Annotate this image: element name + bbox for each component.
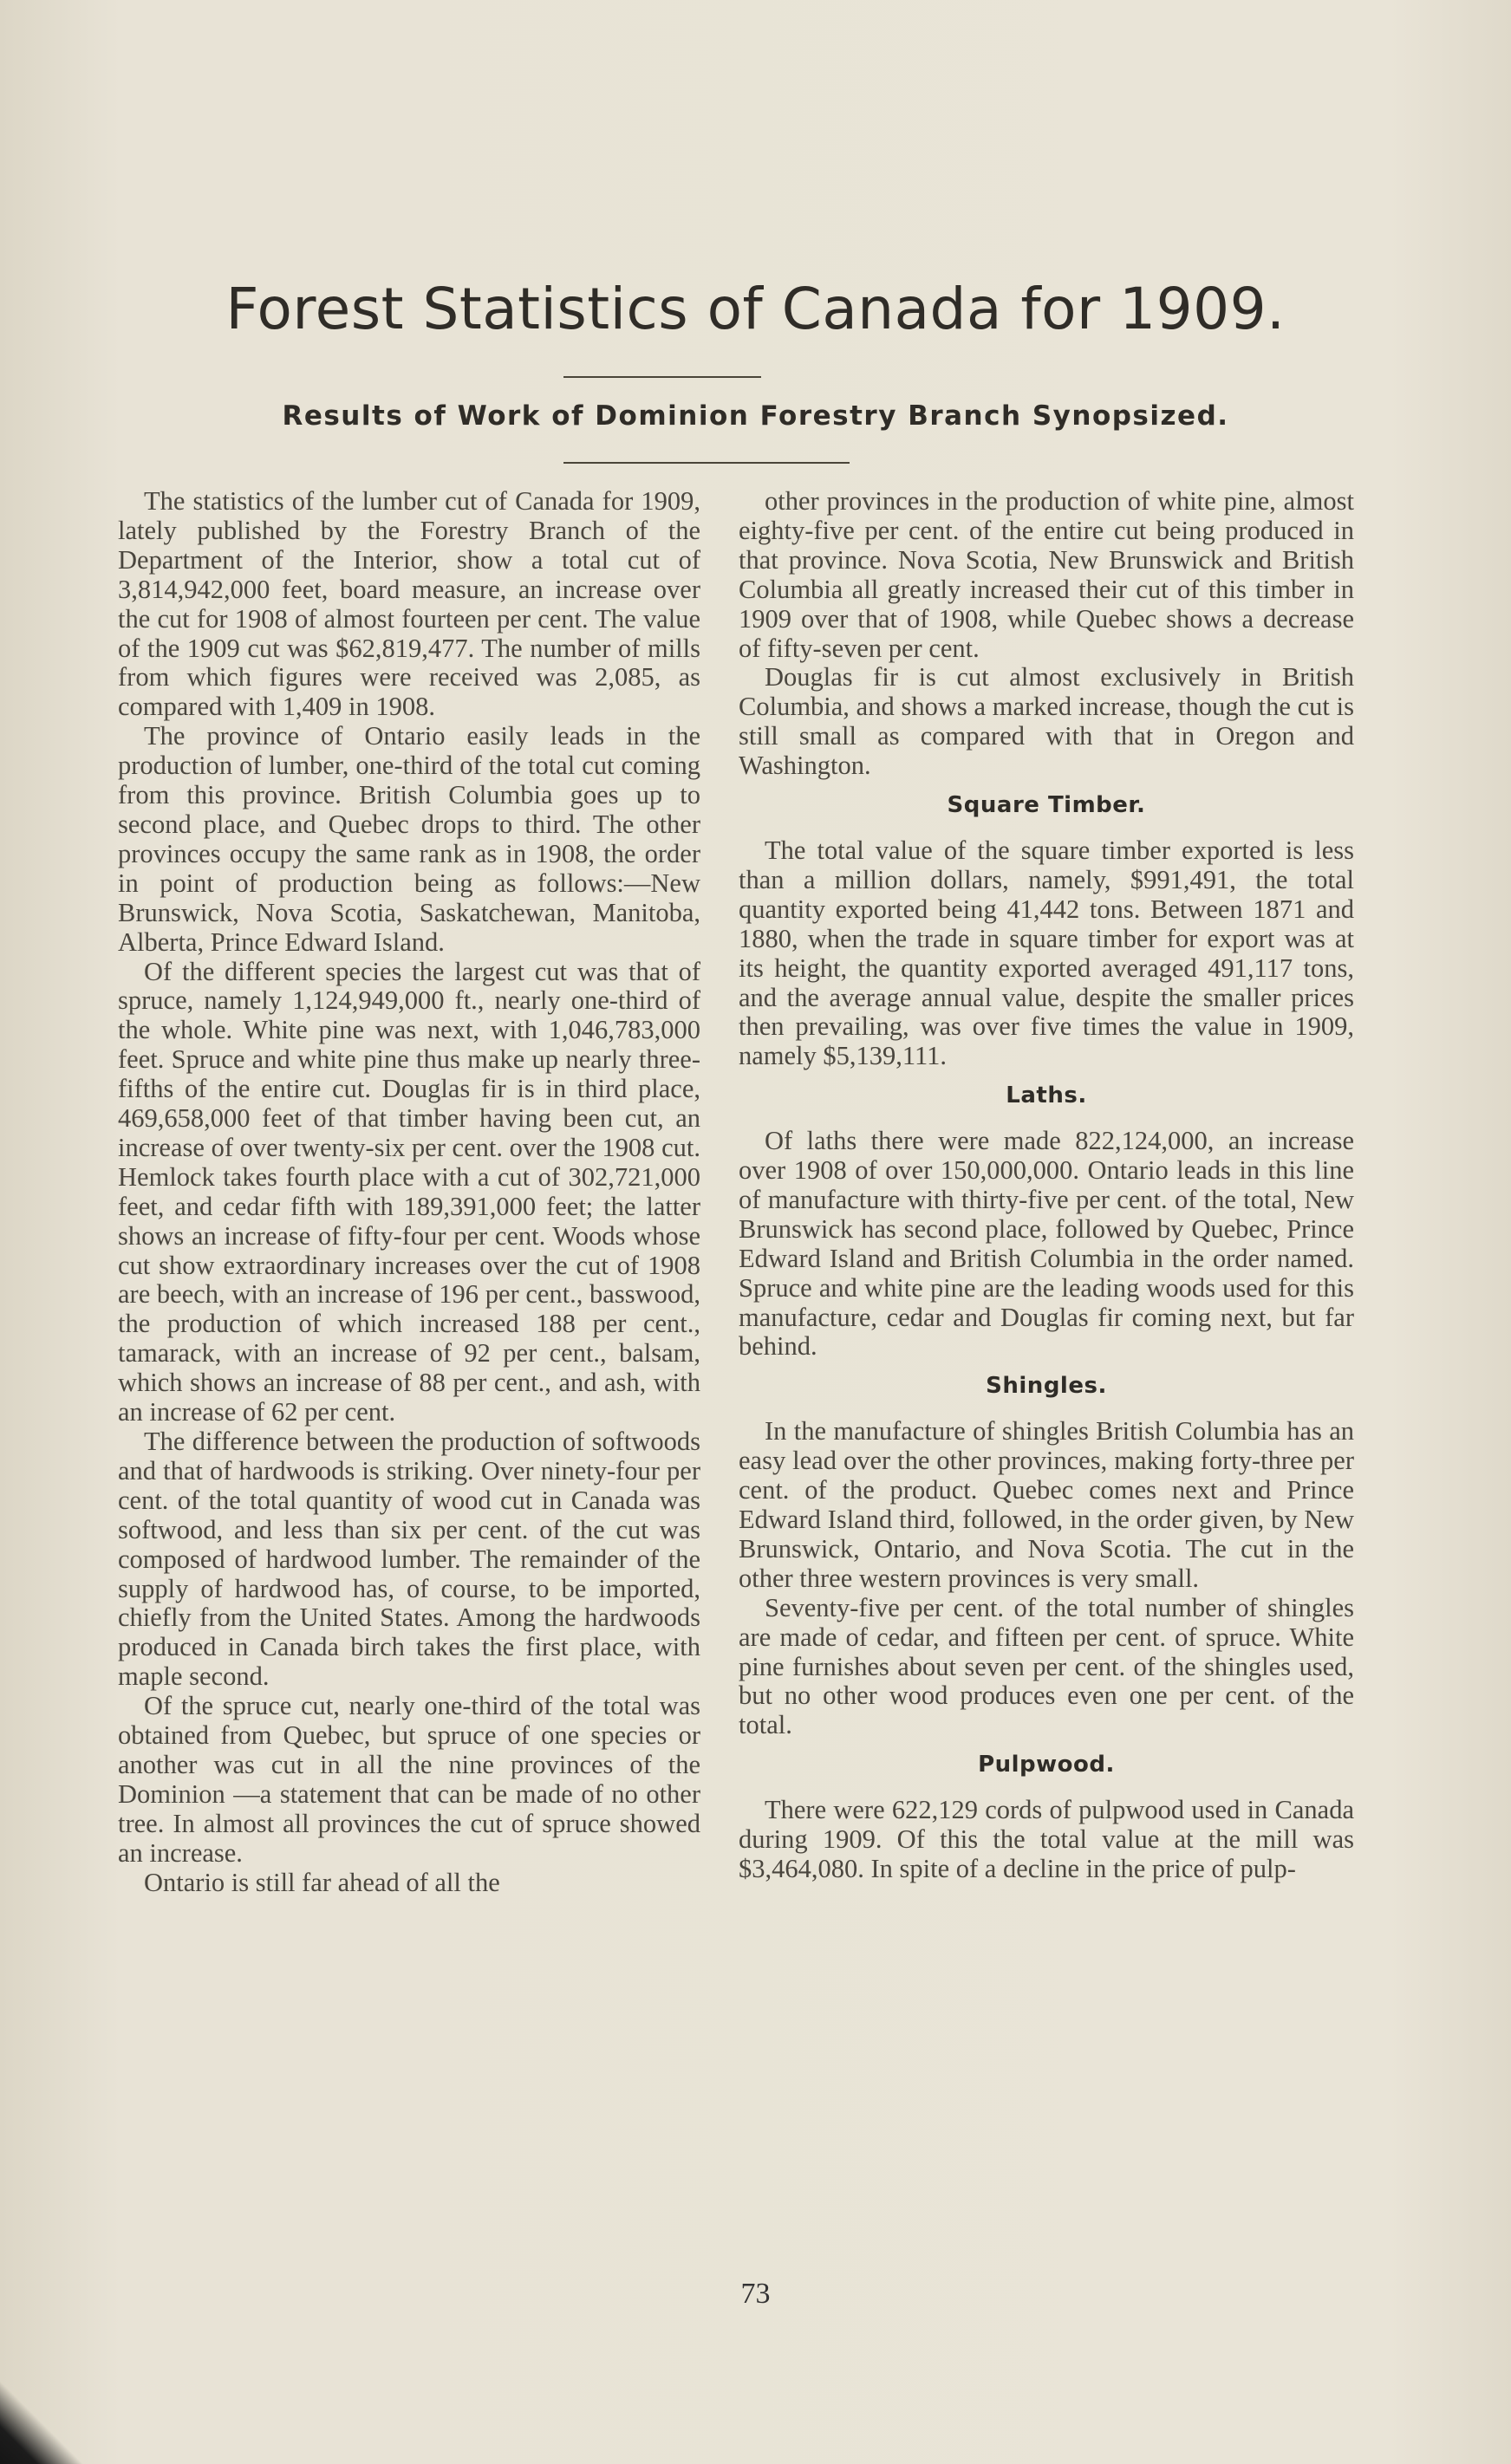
- paragraph: other provinces in the production of white pine, almost eighty-five per cent. of the entire cut being produced in that province. Nova Scotia, New Brunswick and British Columbia all greatly increased their cut of this timber in 1909 over that of 1908, while Quebec shows a decrease of fifty-seven per cent.: [739, 486, 1354, 663]
- paragraph: The difference between the production of softwoods and that of hardwoods is striking. Over ninety-four per cent. of the total quantity of wood cut in Canada was softwood, and less than six per cent. of the cut was composed of hardwood lumber. The remainder of the supply of hardwood has, of course, to be imported, chiefly from the United States. Among the hardwoods produced in Canada birch takes the first place, with maple second.: [118, 1427, 700, 1692]
- paragraph: The province of Ontario easily leads in the production of lumber, one-third of the total cut coming from this province. British Columbia goes up to second place, and Quebec drops to third. The other provinces occupy the same rank as in 1908, the order in point of production being as follows:—New Brunswick, Nova Scotia, Saskatchewan, Manitoba, Alberta, Prince Edward Island.: [118, 721, 700, 957]
- paragraph: Seventy-five per cent. of the total number of shingles are made of cedar, and fifteen per cent. of spruce. White pine furnishes about seven per cent. of the shingles used, but no other wood produces even one per cent. of the total.: [739, 1592, 1354, 1740]
- paragraph: The statistics of the lumber cut of Canada for 1909, lately published by the Forestry Branch of the Department of the Interior, show a total cut of 3,814,942,000 feet, board measure, an increase over the cut for 1908 of almost fourteen per cent. The value of the 1909 cut was $62,819,477. The number of mills from which figures were received was 2,085, as compared with 1,409 in 1908.: [118, 486, 700, 722]
- section-heading-shingles: Shingles.: [986, 1373, 1107, 1400]
- right-column: [739, 487, 1354, 1884]
- paragraph: Douglas fir is cut almost exclusively in British Columbia, and shows a marked increase, though the cut is still small as compared with that in Oregon and Washington.: [739, 662, 1354, 781]
- paragraph: There were 622,129 cords of pulpwood used in Canada during 1909. Of this the total value at the mill was $3,464,080. In spite of a decline in the price of pulp-: [739, 1795, 1354, 1883]
- section-heading-square-timber: Square Timber.: [947, 792, 1146, 819]
- page-subtitle: Results of Work of Dominion Forestry Branch Synopsized.: [282, 400, 1229, 432]
- page-title: Forest Statistics of Canada for 1909.: [225, 276, 1286, 342]
- section-heading-pulpwood: Pulpwood.: [978, 1752, 1115, 1778]
- paragraph: Of the different species the largest cut was that of spruce, namely 1,124,949,000 ft., nearly one-third of the whole. White pine was next, with 1,046,783,000 feet. Spruce and white pine thus make up nearly three-fifths of the entire cut. Douglas fir is in third place, 469,658,000 feet of that timber having been cut, an increase of over twenty-six per cent. over the 1908 cut. Hemlock takes fourth place with a cut of 302,721,000 feet, and cedar fifth with 189,391,000 feet; the latter shows an increase of fifty-four per cent. Woods whose cut show extraordinary increases over the cut of 1908 are beech, with an increase of 196 per cent., basswood, the production of which increased 188 per cent., tamarack, with an increase of 92 per cent., balsam, which shows an increase of 88 per cent., and ash, with an increase of 62 per cent.: [118, 956, 700, 1427]
- page-number: 73: [740, 2278, 771, 2310]
- subtitle-divider: [563, 462, 850, 464]
- scan-corner-shadow: [0, 2360, 104, 2464]
- paragraph: Ontario is still far ahead of all the: [144, 1867, 500, 1897]
- section-heading-laths: Laths.: [1006, 1082, 1087, 1109]
- title-divider: [563, 376, 761, 378]
- paragraph: In the manufacture of shingles British Columbia has an easy lead over the other provinces, making forty-three per cent. of the product. Quebec comes next and Prince Edward Island third, followed, in the order given, by New Brunswick, Ontario, and Nova Scotia. The cut in the other three western provinces is very small.: [739, 1416, 1354, 1593]
- paragraph: Of the spruce cut, nearly one-third of the total was obtained from Quebec, but spruce of one species or another was cut in all the nine provinces of the Dominion —a statement that can be made of no other tree. In almost all provinces the cut of spruce showed an increase.: [118, 1691, 700, 1868]
- paragraph: Of laths there were made 822,124,000, an increase over 1908 of over 150,000,000. Ontario leads in this line of manufacture with thirty-five per cent. of the total, New Brunswick has second place, followed by Quebec, Prince Edward Island and British Columbia in the order named. Spruce and white pine are the leading woods used for this manufacture, cedar and Douglas fir coming next, but far behind.: [739, 1126, 1354, 1362]
- left-column: [118, 487, 700, 1898]
- paragraph: The total value of the square timber exported is less than a million dollars, namely, $991,491, the total quantity exported being 41,442 tons. Between 1871 and 1880, when the trade in square timber for export was at its height, the quantity exported averaged 491,117 tons, and the average annual value, despite the smaller prices then prevailing, was over five times the value in 1909, namely $5,139,111.: [739, 835, 1354, 1071]
